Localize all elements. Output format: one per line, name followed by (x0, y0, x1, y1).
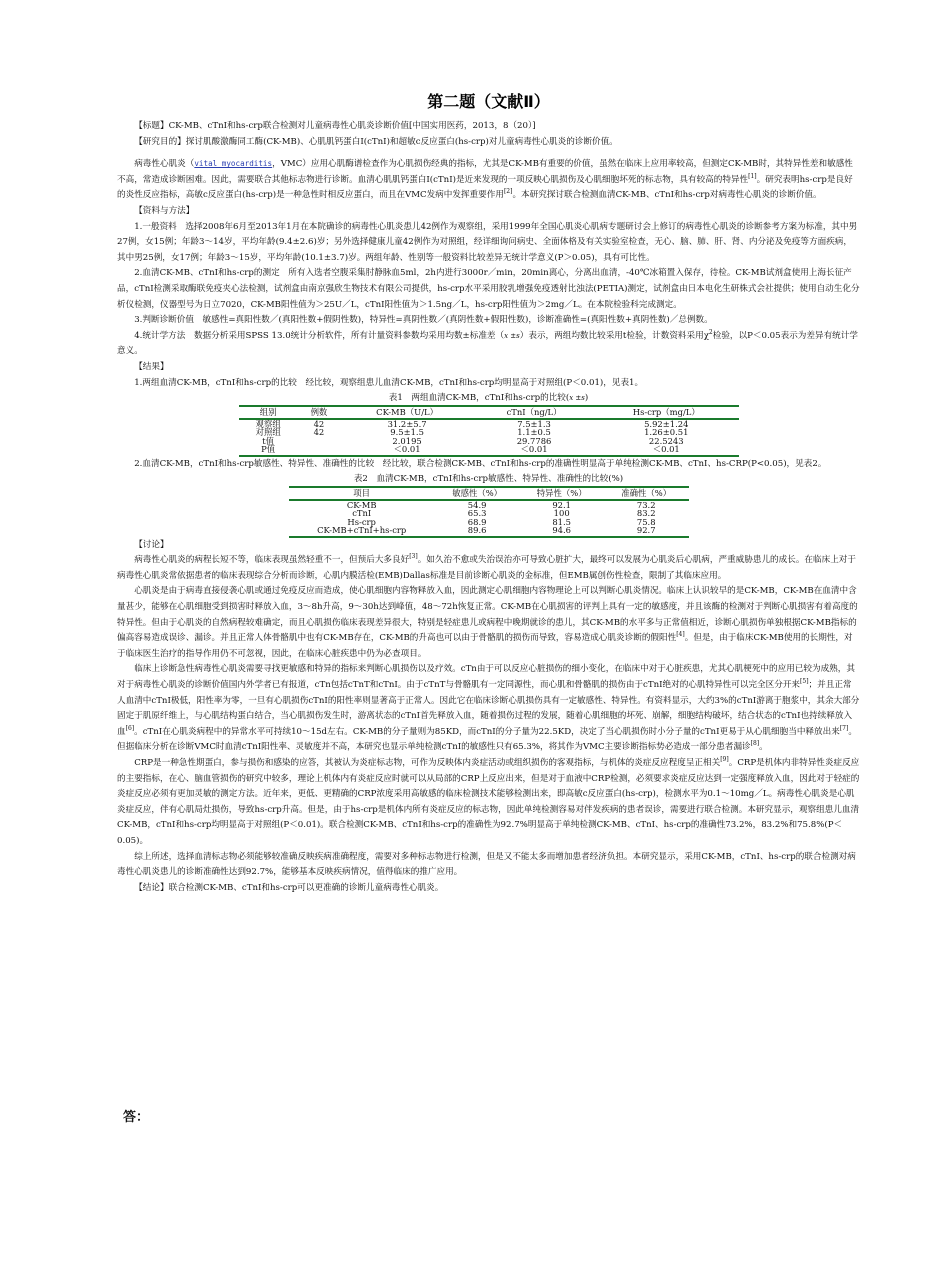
table-cell: CK-MB+cTnI+hs-crp (289, 526, 435, 537)
table-row (289, 500, 689, 510)
table-header-cell: 组别 (239, 406, 298, 419)
table-cell: P值 (239, 445, 298, 456)
table-cell: 31.2±5.7 (387, 418, 427, 429)
table-cell: Hs-crp (347, 516, 376, 527)
methods-paragraph-3: 3.判断诊断价值 敏感性=真阳性数／(真阳性数+假阴性数)，特异性=真阴性数／(真阴性数+假阳性数)，诊断准确性=(真阳性数+真阴性数)／总例数。 (134, 315, 713, 326)
citation: [6] (125, 724, 135, 732)
methods-heading: 【资料与方法】 (134, 205, 195, 216)
table-cell: 92.7 (604, 526, 689, 537)
table-cell: 89.6 (435, 526, 520, 537)
table-cell: CK-MB (346, 499, 377, 510)
page-title: 第二题（文献Ⅱ） (427, 92, 550, 111)
table-cell: 54.9 (467, 499, 487, 510)
methods-paragraph-2: 2.血清CK-MB、cTnI和hs-crp的测定 所有入选者空腹采集肘静脉血5ml，2h内进行3000r／min，20min离心，分离出血清，-40℃冰箱置入保存，待检。CK-MB试剂盒使用上海长征产品，cTnI检测采取酶联免疫夹心法检测，试剂盒由南京强欣生物技术有限公司提供，hs-crp水平采用胶乳增强免疫透射比浊法(PETIA)测定，试剂盒由日本电化生研株式会社提供；使用自动生化分析仪检测，仪器型号为日立7020，CK-MB阳性值为＞25U／L，cTnI阳性值为＞1.5ng／L，hs-crp阳性值为＞2mg／L。在本院检验科完成测定。 (117, 268, 860, 310)
methods-paragraph-1: 1.一般资料 选择2008年6月至2013年1月在本院确诊的病毒性心肌炎患儿42例作为观察组，采用1999年全国心肌炎心肌病专题研讨会上修订的病毒性心肌炎的诊断参考方案为标准，其中男27例，女15例；年龄3～14岁，平均年龄(9.4±2.6)岁；另外选择健康儿童42例作为对照组，经详细询问病史、全面体格及有关实验室检查，无心、脑、肺、肝、肾、内分泌及免疫等方面疾病，其中男25例，女17例；年龄3～15岁，平均年龄(10.1±3.7)岁。两组年龄、性别等一般资料比较差异无统计学意义(P＞0.05)，具有可比性。 (117, 221, 858, 263)
table-cell (298, 437, 340, 446)
discussion-text: ；并且正常人血清中cTnI极低，阳性率为零，一旦有心肌损伤cTnI的阳性率则显著高于正常人。因此它在临床诊断心肌损伤具有一定敏感性、特异性。有资料显示，大约3%的cTnI游离于胞浆中，其余大部分固定于肌原纤维上，与心肌结构蛋白结合，当心肌损伤发生时，游离状态的cTnI首先释放入血，随着损伤过程的发展，随着心肌细胞的坏死、崩解，细胞结构破坏，结合状态的cTnI也持续释放入血 (117, 680, 860, 737)
table1 (239, 405, 739, 457)
table-cell: 81.5 (552, 516, 571, 527)
discussion-text: 。如久治不愈或失治误治亦可导致心脏扩大，最终可以发展为心肌炎后心肌病，严重威胁患儿的成长。在临床上对于病毒性心肌炎常依据患者的临床表现综合分析而诊断，心肌内膜活检(EMB)Dallas标准是目前诊断心肌炎的金标准，但EMB属创伤性检查，限制了其临床应用。 (117, 555, 856, 581)
discussion-text: 。cTnI在心肌炎病程中的异常水平可持续10～15d左右。CK-MB的分子量则为85KD，而cTnI的分子量为22.5KD，决定了当心肌损伤时小分子量的cTnI更易于从心肌细胞当中释放出来 (134, 726, 840, 737)
discussion-text: 临床上诊断急性病毒性心肌炎需要寻找更敏感和特异的指标来判断心肌损伤以及疗效。cTn由于可以反应心脏损伤的细小变化，在临床中对于心脏疾患，尤其心肌梗死中的应用已较为成熟，其对于病毒性心肌炎的诊断价值国内外学者已有报道，cTn包括cTnT和cTnI。由于cTnT与骨骼肌有一定同源性，而心肌和骨骼肌的损伤由于cTnI绝对的心肌特异性可以完全区分开来 (117, 664, 855, 691)
table-cell: 73.2 (636, 499, 656, 510)
discussion-text: 。但据临床分析在诊断VMC时血清cTnI阳性率、灵敏度并不高，本研究也显示单纯检测cTnI的敏感性只有65.3%，将其作为VMC主要诊断指标势必造成一部分患者漏诊 (117, 726, 857, 753)
table-cell: 22.5243 (648, 435, 684, 446)
table-cell: 对照组 (255, 427, 281, 438)
discussion-text: 。CRP是机体内非特异性炎症反应的主要指标，在心、脑血管损伤的研究中较多，理论上机体内有炎症反应时就可以从局部的CRP上反应出来，但是对于血液中CRP检测，必须要求炎症反应达到一定强度释放入血，因此对于轻症的炎症反应必须有更加灵敏的测定方法。近年来，更低、更精确的CRP浓度采用高敏感的临床检测技术能够检测出来，即高敏c反应蛋白(hs-crp)，检测水平为0.1～10mg／L。病毒性心肌炎是心肌炎症反应，伴有心肌局灶损伤，导致hs-crp升高。但是，由于hs-crp是机体内所有炎症反应的标志物，因此单纯检测容易对伴发疾病的患者误诊，需要进行联合检测。本研究显示，观察组患儿血清CK-MB，cTnI和hs-crp均明显高于对照组(P＜0.01)。联合检测CK-MB、cTnI和hs-crp的准确性为92.7%明显高于单纯检测CK-MB、cTnI、hs-crp的准确性73.2%，83.2%和75.8%(P＜0.05)。 (117, 758, 860, 846)
table-cell: 75.8 (636, 516, 656, 527)
citation: [4] (676, 631, 685, 639)
table-cell: ＜0.01 (340, 445, 474, 456)
table-cell: 92.1 (552, 499, 571, 510)
results-heading: 【结果】 (134, 361, 169, 372)
discussion-heading: 【讨论】 (134, 539, 169, 550)
citation: [5] (800, 678, 809, 686)
table-cell: ＜0.01 (474, 445, 594, 456)
table-cell: 83.2 (636, 508, 656, 519)
citation: [3] (409, 553, 418, 561)
conclusion-line: 【结论】联合检测CK-MB、cTnⅠ和hs-crp可以更准确的诊断儿童病毒性心肌炎。 (134, 882, 444, 893)
table-cell: 29.7786 (516, 435, 552, 446)
methods-paragraph-4 (117, 329, 860, 360)
table-header-cell: 特异性（%） (519, 487, 604, 500)
table-cell: t值 (262, 435, 275, 446)
meta-title-line: 【标题】CK-MB、cTnI和hs-crp联合检测对儿童病毒性心肌炎诊断价值[中国实用医药，2013，8（20）] (134, 121, 536, 131)
intro-text: ，VMC）应用心肌酶谱检查作为心肌损伤经典的指标，尤其是CK-MB有重要的价值，虽然在临床上应用率较高，但测定CK-MB时，其特异性差和敏感性不高，常造成诊断困难。因此，需要联合其他标志物进行诊断。血清心肌肌钙蛋白Ⅰ(cTnI)是近来发现的一项反映心肌损伤及心肌细胞坏死的标志物，具有较高的特异性 (117, 159, 853, 185)
caption-text: 表1 两组血清CK-MB，cTnI和hs-crp的比较( (388, 393, 570, 404)
discussion-paragraph-2 (117, 584, 860, 662)
table-cell: 7.5±1.3 (517, 418, 551, 429)
discussion-text: 心肌炎是由于病毒直接侵袭心肌或通过免疫反应而造成，使心肌细胞内容物释放入血，因此测定心肌细胞内容物理论上可以判断心肌炎情况。临床上认识较早的是CK-MB，CK-MB在血清中含量甚少，能够在心肌细胞受到损害时释放入血，3～8h升高，9～30h达到峰值，48～72h恢复正常。CK-MB在心肌损害的评判上具有一定的敏感度，并且该酶的检测对于判断心肌损害有着高度的特异性。但由于心肌炎的自然病程较难确定，而且心肌损伤临床表现差异很大，特别是轻症患儿或病程中晚期就诊的患儿，其CK-MB的水平多与正常值相近，诊断心肌损伤单独根据CK-MB指标的偏高容易造成误诊、漏诊。并且正常人体骨骼肌中也有CK-MB存在，CK-MB的升高也可以由于骨骼肌的损伤而导致，容易造成心肌炎诊断的假阳性 (117, 586, 858, 644)
table-header-row (289, 487, 689, 500)
table-cell: 1.26±0.51 (644, 427, 689, 438)
discussion-paragraph-3 (117, 662, 860, 756)
table-header-cell: CK-MB（U/L） (340, 406, 474, 419)
results-paragraph-2: 2.血清CK-MB，cTnI和hs-crp敏感性、特异性、准确性的比较 经比较，联合检测CK-MB、cTnI和hs-crp的准确性明显高于单纯检测CK-MB、cTnI、hs-CRP(P<0.05)，见表2。 (134, 458, 827, 469)
table-cell: ＜0.01 (594, 445, 739, 456)
answer-label: 答： (123, 1110, 150, 1125)
discussion-text: 病毒性心肌炎的病程长短不等，临床表现虽然轻重不一，但预后大多良好 (134, 555, 410, 566)
citation: [1] (748, 172, 757, 180)
mean-sd-symbol: x ±s (504, 331, 520, 340)
intro-paragraph (117, 156, 860, 204)
table-cell: 42 (313, 418, 325, 429)
table-cell: 94.6 (519, 526, 604, 537)
table-header-cell: 准确性（%） (604, 487, 689, 500)
table-cell: 5.92±1.24 (644, 418, 689, 429)
table-cell: cTnI (352, 508, 372, 519)
mean-sd-symbol: x ±s (569, 394, 585, 403)
meta-purpose-line: 【研究目的】探讨肌酸激酶同工酶(CK-MB)、心肌肌钙蛋白Ⅰ(cTnI)和超敏c反应蛋白(hs-crp)对儿童病毒性心肌炎的诊断价值。 (134, 136, 618, 147)
citation: [7] (839, 724, 849, 732)
citation: [8] (750, 740, 760, 748)
methods-text: ）表示，两组均数比较采用t检验，计数资料采用χ (519, 330, 709, 341)
table-row (239, 445, 739, 456)
results-paragraph-1: 1.两组血清CK-MB，cTnI和hs-crp的比较 经比较，观察组患儿血清CK-MB，cTnI和hs-crp均明显高于对照组(P＜0.01)，见表1。 (134, 377, 644, 388)
table-header-cell: 例数 (298, 406, 340, 419)
table-cell: 42 (313, 427, 325, 438)
table-header-row (239, 406, 739, 419)
intro-text: 病毒性心肌炎（ (134, 159, 195, 170)
citation: [2] (503, 188, 513, 196)
table-cell: 9.5±1.5 (390, 427, 424, 438)
intro-text: 。本研究探讨联合检测血清CK-MB、cTnI和hs-crp对病毒性心肌炎的诊断价值。 (512, 190, 822, 201)
discussion-paragraph-4 (117, 756, 860, 850)
intro-text: 。研究表明hs-crp是良好的炎性反应指标，高敏c反应蛋白(hs-crp)是一种急性时相反应蛋白，而且在VMC发病中发挥重要作用 (117, 174, 853, 201)
table-cell: 68.9 (467, 516, 487, 527)
table2-caption: 表2 血清CK-MB，cTnI和hs-crp敏感性、特异性、准确性的比较(%) (353, 474, 624, 485)
table-header-cell: 项目 (289, 487, 435, 500)
table-header-cell: Hs-crp（mg/L） (594, 406, 739, 419)
discussion-paragraph-5: 综上所述，选择血清标志物必须能够较准确反映疾病准确程度，需要对多种标志物进行检测，但是又不能太多而增加患者经济负担。本研究显示，采用CK-MB，cTnI、hs-crp的联合检测对病毒性心肌炎患儿的诊断准确性达到92.7%，能够基本反映疾病情况，值得临床的推广应用。 (117, 851, 856, 878)
discussion-text: 。 (759, 742, 768, 753)
table2 (289, 486, 689, 538)
methods-text: 检验，以P＜0.05表示为差异有统计学意义。 (117, 330, 858, 357)
table-row (289, 526, 689, 537)
discussion-text: CRP是一种急性期蛋白，参与损伤和感染的应答，其被认为炎症标志物，可作为反映体内炎症活动或组织损伤的客观指标，与机体的炎症反应程度呈正相关 (134, 758, 721, 768)
discussion-paragraph-1 (117, 553, 860, 584)
table-header-cell: cTnI（ng/L） (474, 406, 594, 419)
table-cell: 65.3 (467, 508, 487, 519)
table1-caption (117, 391, 860, 405)
table-cell: 2.0195 (392, 435, 422, 446)
citation: [9] (720, 756, 729, 764)
table-cell: 100 (553, 508, 570, 519)
discussion-text: 。但是，由于临床CK-MB使用的长期性，对于临床医生治疗的指导作用仍不可忽视，因此，在临床心脏疾患中仍为必查项目。 (117, 633, 853, 659)
vital-myocarditis-link[interactable]: vital myocarditis (194, 159, 273, 169)
table-cell (298, 445, 340, 456)
methods-text: 4.统计学方法 数据分析采用SPSS 13.0统计分析软件，所有计量资料参数均采用均数±标准差（ (134, 330, 505, 341)
table-cell: 1.1±0.5 (517, 427, 551, 438)
caption-text: ) (584, 393, 589, 404)
table-header-cell: 敏感性（%） (435, 487, 520, 500)
chi-square-superscript: 2 (708, 328, 713, 336)
table-cell: 观察组 (255, 418, 281, 429)
article-body (117, 119, 860, 896)
